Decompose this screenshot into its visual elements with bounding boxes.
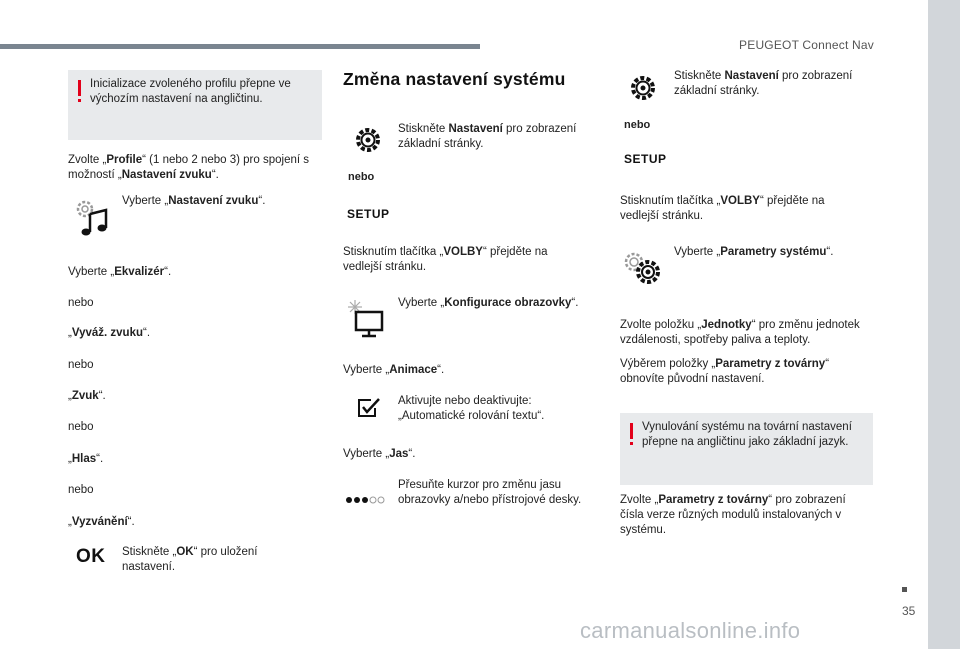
step-sound-settings: Vyberte „Nastavení zvuku“. bbox=[122, 195, 266, 207]
option-voice: „Hlas“. bbox=[68, 453, 104, 465]
warning-icon bbox=[629, 423, 635, 447]
or-text: nebo bbox=[68, 421, 94, 433]
system-settings-icon bbox=[622, 248, 664, 288]
or-text: nebo bbox=[624, 119, 651, 131]
ok-button-symbol: OK bbox=[76, 546, 106, 567]
section-title: Změna nastavení systému bbox=[343, 69, 566, 89]
sound-settings-icon bbox=[74, 198, 112, 238]
step-autoscroll: Aktivujte nebo deaktivujte: „Automatické rolování textu“. bbox=[398, 395, 545, 422]
setup-button-label: SETUP bbox=[624, 152, 667, 166]
or-text: nebo bbox=[68, 359, 94, 371]
paragraph-profile: Zvolte „Profile“ (1 nebo 2 nebo 3) pro spojení s možností „Nastavení zvuku“. bbox=[68, 154, 309, 181]
checkbox-icon bbox=[356, 396, 382, 420]
paragraph-options: Stisknutím tlačítka „VOLBY“ přejděte na vedlejší stránku. bbox=[343, 246, 548, 273]
paragraph-animation: Vyberte „Animace“. bbox=[343, 364, 445, 376]
gear-icon bbox=[352, 124, 384, 156]
step-screen-config: Vyberte „Konfigurace obrazovky“. bbox=[398, 297, 579, 309]
top-bar bbox=[0, 44, 480, 49]
option-ringtone: „Vyzvánění“. bbox=[68, 516, 135, 528]
step-brightness: Přesuňte kurzor pro změnu jasu obrazovky a/nebo přístrojové desky. bbox=[398, 479, 582, 506]
watermark: carmanualsonline.info bbox=[580, 618, 801, 643]
setup-button-label: SETUP bbox=[347, 207, 390, 221]
or-text: nebo bbox=[348, 171, 375, 183]
brightness-slider-icon bbox=[345, 494, 385, 506]
paragraph-options: Stisknutím tlačítka „VOLBY“ přejděte na vedlejší stránku. bbox=[620, 195, 825, 222]
paragraph-units: Zvolte položku „Jednotky“ pro změnu jednotek vzdálenosti, spotřeby paliva a teploty. bbox=[620, 319, 860, 346]
option-balance: „Vyváž. zvuku“. bbox=[68, 327, 151, 339]
note-text: Inicializace zvoleného profilu přepne ve výchozím nastavení na angličtinu. bbox=[90, 78, 291, 105]
option-sound: „Zvuk“. bbox=[68, 390, 106, 402]
gear-icon bbox=[627, 72, 659, 104]
paragraph-brightness: Vyberte „Jas“. bbox=[343, 448, 416, 460]
paragraph-equalizer: Vyberte „Ekvalizér“. bbox=[68, 266, 172, 278]
step-ok: Stiskněte „OK“ pro uložení nastavení. bbox=[122, 546, 258, 573]
step-settings: Stiskněte Nastavení pro zobrazení základní stránky. bbox=[398, 123, 577, 150]
warning-note-reset bbox=[620, 413, 873, 485]
step-system-params: Vyberte „Parametry systému“. bbox=[674, 246, 834, 258]
page-side-strip bbox=[928, 0, 960, 649]
paragraph-version: Zvolte „Parametry z továrny“ pro zobrazení čísla verze různých modulů instalovaných v systému. bbox=[620, 494, 846, 536]
page-header: PEUGEOT Connect Nav bbox=[739, 38, 874, 52]
screen-brightness-icon bbox=[346, 298, 386, 340]
or-text: nebo bbox=[68, 484, 94, 496]
note-text: Vynulování systému na tovární nastavení přepne na angličtinu jako základní jazyk. bbox=[642, 421, 852, 448]
warning-note-profile bbox=[68, 70, 322, 140]
page-marker bbox=[902, 587, 907, 592]
or-text: nebo bbox=[68, 297, 94, 309]
paragraph-factory-reset: Výběrem položky „Parametry z továrny“ obnovíte původní nastavení. bbox=[620, 358, 830, 385]
warning-icon bbox=[77, 80, 83, 104]
step-settings: Stiskněte Nastavení pro zobrazení základní stránky. bbox=[674, 70, 853, 97]
page-number: 35 bbox=[902, 604, 916, 618]
